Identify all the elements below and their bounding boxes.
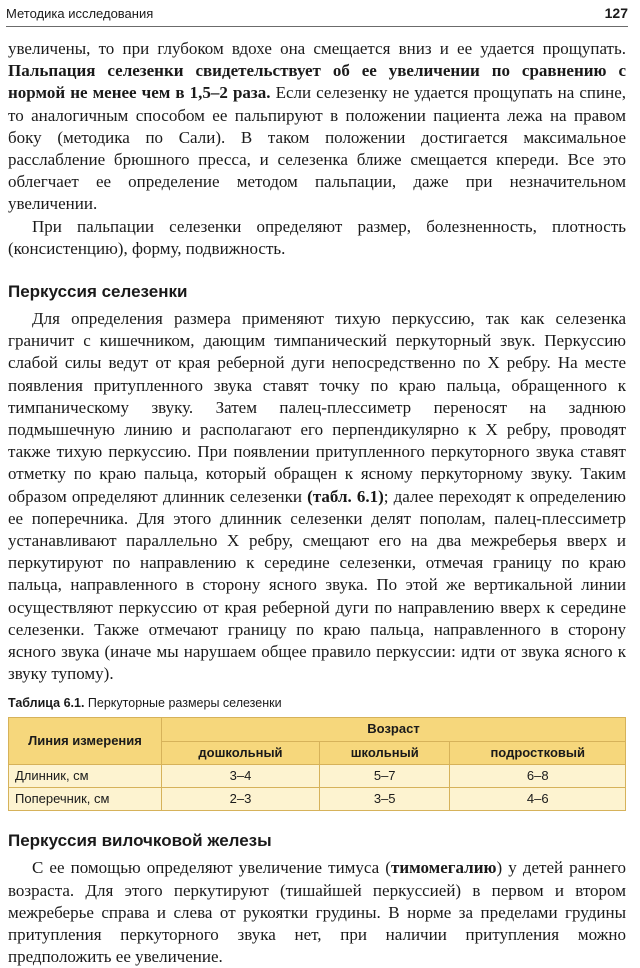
caption-text: Перкуторные размеры селезенки (87, 696, 282, 711)
row-label: Поперечник, см (9, 788, 162, 811)
text: С ее помощью определяют увеличение тимуса ( (32, 858, 391, 878)
running-header (6, 4, 628, 27)
heading-thymus-percussion: Перкуссия вилочковой железы (8, 831, 272, 851)
caption-label: Таблица 6.1. (8, 696, 85, 711)
bold-term: тимомегалию (390, 858, 497, 878)
page-body (8, 38, 626, 968)
text: увеличены, то при глубоком вдохе она смещается вниз и ее удается прощупать. (8, 39, 626, 58)
paragraph-palpation-params: При пальпации селезенки определяют размер, болезненность, плотность (консистенцию), форму, подвижность. (8, 216, 626, 258)
text: ; далее переходят к определению ее поперечника. Для этого длинник селезенки делят пополам, палец-плессиметр устанавливают параллельно X ребру, смещают его на два межреберья вверх и перкутируют по направлению к середине селезенки, отмечая границу по краю пальца, направленного в сторону ясного звука. По этой же вертикальной линии осуществляют перкуссию от края реберной дуги по направлению вверх к середине селезенки. Также отмечают границу по краю пальца, направленного в сторону ясного звука (иначе мы нарушаем общее правило перкуссии: идти от звука ясного к звуку тупому). (8, 486, 627, 684)
table-header-row (9, 718, 626, 741)
header-school: школьный (319, 741, 450, 764)
table-cell: 3–5 (319, 788, 450, 811)
row-label: Длинник, см (9, 764, 162, 787)
header-age: Возраст (162, 718, 626, 741)
text: Если селезенку не удается прощупать на спине, то аналогичным способом ее пальпируют в положении пациента лежа на правом боку (методика по Сали). В таком положении достигается максимальное расслабление брюшного пресса, и селезенка ближе смещается кпереди. Все это облегчает ее определение методом пальпации, даже при незначительном увеличении. (8, 83, 626, 214)
paragraph-thymus-percussion (8, 857, 626, 968)
paragraph-palpation (8, 38, 626, 216)
section-title: Методика исследования (6, 6, 154, 21)
table-reference: (табл. 6.1) (307, 486, 384, 506)
header-adolescent: подростковый (450, 741, 626, 764)
table-row (9, 788, 626, 811)
header-measure-line: Линия измерения (9, 718, 162, 764)
table-row (9, 764, 626, 787)
paragraph-spleen-percussion (8, 308, 626, 685)
table-cell: 4–6 (450, 788, 626, 811)
page-number: 127 (604, 5, 628, 21)
table-cell: 6–8 (450, 764, 626, 787)
bold-text: Пальпация селезенки свидетельствует об ее увеличении по сравнению с нормой не менее чем в 1,5–2 раза. (8, 61, 626, 103)
table-cell: 5–7 (319, 764, 450, 787)
table-cell: 2–3 (162, 788, 320, 811)
table-cell: 3–4 (162, 764, 320, 787)
header-preschool: дошкольный (162, 741, 320, 764)
spleen-size-table (8, 717, 626, 811)
heading-spleen-percussion: Перкуссия селезенки (8, 282, 188, 302)
table-caption (8, 695, 626, 711)
text: Для определения размера применяют тихую перкуссию, так как селезенка граничит с кишечником, дающим тимпанический перкуторный звук. Перкуссию слабой силы ведут от края реберной дуги непосредственно по X ребру. На месте появления притупленного звука ставят точку по краю пальца, обращенного к тимпаническому звуку. Затем палец-плессиметр переносят на заднюю подмышечную линию и располагают его перпендикулярно к X ребру, проводят также тихую перкуссию. При появлении притупленного перкуторного звука ставят отметку по краю пальца, который обращен к ясному перкуторному звуку. Таким образом определяют длинник селезенки (8, 309, 626, 506)
text: ) у детей раннего возраста. Для этого перкутируют (тишайшей перкуссией) в первом и втором межреберье справа и слева от рукоятки грудины. В норме за пределами грудины притупления перкуторного звука нет, при наличии притупления можно предположить ее увеличение. (8, 858, 627, 967)
